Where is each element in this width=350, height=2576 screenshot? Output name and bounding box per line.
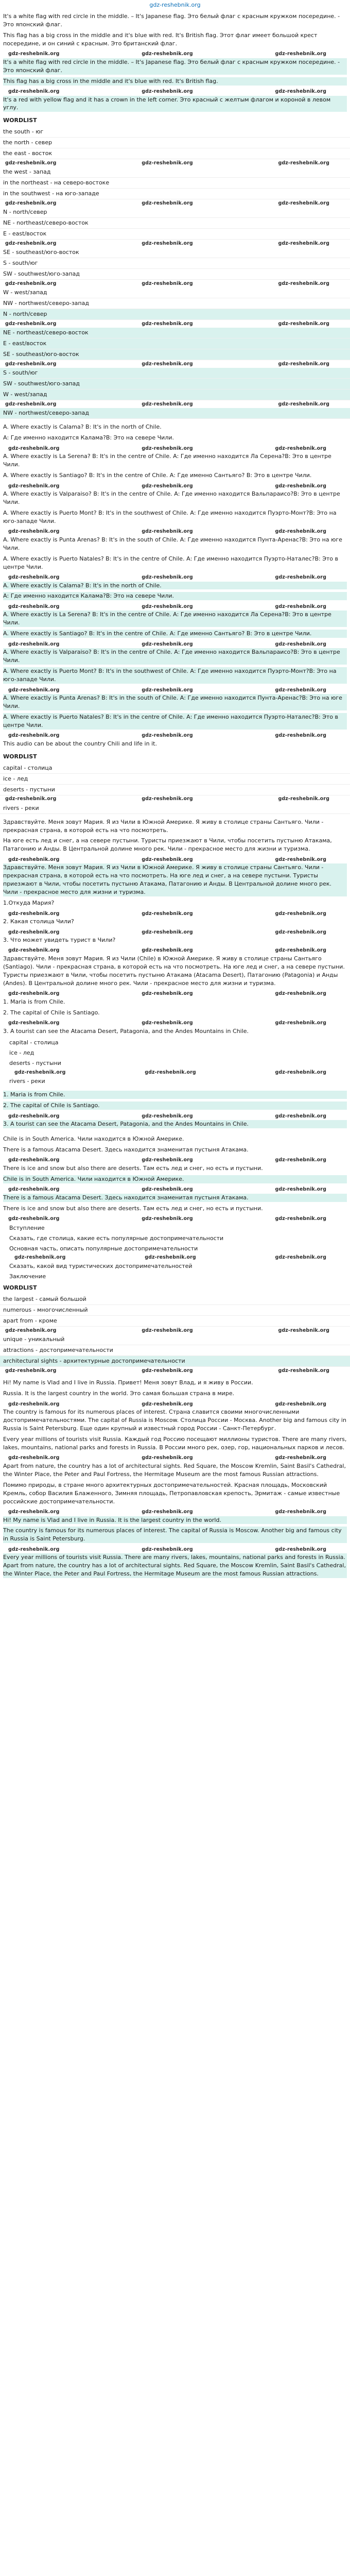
- wordlist-item: the largest - самый большой: [0, 1294, 350, 1305]
- watermark-row: [3, 928, 347, 936]
- watermark-text: gdz-reshebnik.org: [142, 1367, 193, 1374]
- watermark-text: gdz-reshebnik.org: [275, 1216, 326, 1222]
- watermark-row: [0, 320, 350, 328]
- watermark-text: gdz-reshebnik.org: [142, 603, 193, 609]
- watermark-row: [3, 910, 347, 918]
- watermark-text: gdz-reshebnik.org: [278, 240, 329, 246]
- wordlist-item: NW - northwest/северо-запад: [0, 408, 350, 419]
- watermark-row: [3, 88, 347, 96]
- watermark-text: gdz-reshebnik.org: [145, 1069, 196, 1075]
- watermark-row: [3, 1020, 347, 1027]
- watermark-text: gdz-reshebnik.org: [142, 89, 193, 95]
- watermark-text: gdz-reshebnik.org: [142, 51, 193, 57]
- answer-line: 1. Maria is from Chile.: [3, 998, 65, 1005]
- watermark-text: gdz-reshebnik.org: [142, 1327, 193, 1333]
- watermark-text: gdz-reshebnik.org: [278, 1367, 329, 1374]
- watermark-text: gdz-reshebnik.org: [14, 1069, 66, 1075]
- fact-line: There is a famous Atacama Desert. Здесь находится знаменитая пустыня Атакама.: [3, 1146, 249, 1153]
- watermark-text: gdz-reshebnik.org: [5, 240, 57, 246]
- wordlist-item: E - east/восток: [0, 338, 350, 349]
- russia-paragraph: Помимо природы, в стране много архитектурных достопримечательностей. Красная площадь, Московский Кремль, собор Василия Блаженного, Зимняя площадь, Петропавловская крепость, Эрмитаж - самые известные российские достопримечательности.: [3, 1481, 340, 1505]
- wordlist-item: architectural sights - архитектурные достопримечательности: [0, 1356, 350, 1367]
- watermark-text: gdz-reshebnik.org: [142, 929, 193, 935]
- watermark-text: gdz-reshebnik.org: [8, 574, 60, 581]
- plan-item: Вступление: [9, 1224, 45, 1231]
- wordlist-item: unique - уникальный: [0, 1334, 350, 1345]
- watermark-text: gdz-reshebnik.org: [275, 1113, 326, 1119]
- watermark-row: [3, 1454, 347, 1462]
- wordlist-item: in the northeast - на северо-востоке: [0, 178, 350, 189]
- wordlist-item: SW - southwest/юго-запад: [0, 269, 350, 280]
- watermark-text: gdz-reshebnik.org: [142, 910, 193, 917]
- watermark-row: [9, 1253, 347, 1261]
- intro-paragraph: It's a white flag with red circle in the middle. – It's Japanese flag. Это белый флаг с красным кружком посередине. - Это японский флаг.: [3, 12, 340, 28]
- watermark-text: gdz-reshebnik.org: [142, 641, 193, 647]
- watermark-text: gdz-reshebnik.org: [278, 796, 329, 802]
- watermark-text: gdz-reshebnik.org: [145, 1255, 196, 1261]
- watermark-text: gdz-reshebnik.org: [275, 574, 326, 581]
- qa-line: A. Where exactly is Calama? B: It's in the north of Chile.: [3, 423, 162, 431]
- russia-paragraph: The country is famous for its numerous places of interest. The capital of Russia is Moscow. Another big and famous city in Russia is Saint Petersburg.: [3, 1527, 347, 1543]
- wordlist-label-2: WORDLIST: [3, 753, 37, 760]
- watermark-row: [3, 1157, 347, 1164]
- watermark-row: [0, 795, 350, 803]
- option-item: ice - лед: [9, 1049, 34, 1057]
- watermark-row: [3, 1400, 347, 1408]
- fact-line: There is ice and snow but also there are deserts. Там есть лед и снег, но есть и пустыни.: [3, 1164, 263, 1172]
- watermark-text: gdz-reshebnik.org: [8, 1509, 60, 1515]
- qa-line: A. Where exactly is La Serena? B: It's in the centre of Chile. А: Где именно находится Ла Серена?В: Это в центре Чили.: [3, 611, 347, 627]
- watermark-row: [3, 603, 347, 611]
- watermark-text: gdz-reshebnik.org: [142, 1113, 193, 1119]
- watermark-text: gdz-reshebnik.org: [5, 401, 57, 407]
- watermark-text: gdz-reshebnik.org: [142, 320, 193, 327]
- russia-paragraph: Russia. It is the largest country in the world. Это самая большая страна в мире.: [3, 1390, 235, 1397]
- qa-line: A. Where exactly is Valparaiso? B: It's in the centre of Chile. А: Где именно находится Вальпараисо?В: Это в центре Чили.: [3, 648, 347, 665]
- option-item: capital - столица: [9, 1039, 59, 1046]
- watermark-row: [3, 856, 347, 863]
- wordlist-item: E - east/восток: [0, 229, 350, 240]
- wordlist-1: [0, 127, 350, 419]
- question-line: Здравствуйте. Меня зовут Мария. Я из Чили (Chile) в Южной Америке. Я живу в столице страны Сантьяго (Santiago). Чили - прекрасная страна, в которой есть на что посмотреть. На юге лед и снег, а на севере пустыни. Туристы приезжают в Чили, чтобы посетить пустыню Атакама (Atacama Desert), Патагонию (Patagonia) и Анды (Andes). В Центральной долине много рек. Чили - прекрасное место для жизни и туризма.: [3, 955, 345, 987]
- watermark-text: gdz-reshebnik.org: [8, 1401, 60, 1407]
- watermark-text: gdz-reshebnik.org: [275, 733, 326, 739]
- watermark-text: gdz-reshebnik.org: [8, 991, 60, 997]
- fact-line: There is a famous Atacama Desert. Здесь находится знаменитая пустыня Атакама.: [3, 1194, 347, 1202]
- wordlist-item: W - west/запад: [0, 287, 350, 298]
- option-item: rivers - реки: [9, 1078, 45, 1085]
- watermark-text: gdz-reshebnik.org: [8, 641, 60, 647]
- site-url-link[interactable]: gdz-reshebnik.org: [149, 2, 201, 8]
- qa-line: A. Where exactly is Puerto Mont? B: It's in the southwest of Chile. А: Где именно находится Пуэрто-Монт?В: Это на юго-западе Чили.: [3, 509, 337, 524]
- watermark-text: gdz-reshebnik.org: [142, 280, 193, 286]
- watermark-text: gdz-reshebnik.org: [275, 1401, 326, 1407]
- watermark-text: gdz-reshebnik.org: [8, 89, 60, 95]
- watermark-text: gdz-reshebnik.org: [142, 200, 193, 206]
- watermark-text: gdz-reshebnik.org: [275, 947, 326, 954]
- watermark-text: gdz-reshebnik.org: [5, 200, 57, 206]
- question-line: 3. Что может увидеть турист в Чили?: [3, 936, 116, 943]
- qa-line: A. Where exactly is Calama? B: It's in the north of Chile.: [3, 582, 347, 590]
- watermark-text: gdz-reshebnik.org: [275, 1020, 326, 1026]
- watermark-row: [0, 159, 350, 167]
- watermark-text: gdz-reshebnik.org: [142, 1401, 193, 1407]
- watermark-text: gdz-reshebnik.org: [275, 910, 326, 917]
- qa-line: A. Where exactly is Puerto Natales? B: It's in the centre of Chile. А: Где именно находится Пуэрто-Наталес?В: Это в центре Чили.: [3, 713, 347, 730]
- watermark-row: [3, 990, 347, 998]
- watermark-text: gdz-reshebnik.org: [142, 1455, 193, 1461]
- intro-paragraph: This flag has a big cross in the middle and it's blue with red. It's British flag.: [3, 77, 347, 86]
- wordlist-3: [0, 1294, 350, 1375]
- watermark-text: gdz-reshebnik.org: [14, 1255, 66, 1261]
- qa-line: А: Где именно находится Калама?В: Это на севере Чили.: [3, 592, 347, 600]
- answer-line: 2. The capital of Chile is Santiago.: [3, 1009, 100, 1016]
- watermark-text: gdz-reshebnik.org: [5, 796, 57, 802]
- watermark-row: [0, 240, 350, 247]
- watermark-text: gdz-reshebnik.org: [142, 483, 193, 489]
- watermark-text: gdz-reshebnik.org: [8, 1546, 60, 1552]
- options-list-1: [0, 1038, 350, 1087]
- wordlist-item: W - west/запад: [0, 389, 350, 400]
- wordlist-item: in the southwest - на юго-западе: [0, 189, 350, 199]
- watermark-row: [3, 445, 347, 452]
- wordlist-item: ice - лед: [0, 774, 350, 785]
- watermark-row: [3, 574, 347, 582]
- answers-block-1: [0, 998, 350, 1036]
- plan-item: Сказать, где столица, какие есть популярные достопримечательности: [9, 1234, 224, 1242]
- watermark-row: [0, 280, 350, 287]
- watermark-text: gdz-reshebnik.org: [142, 1546, 193, 1552]
- watermark-text: gdz-reshebnik.org: [5, 160, 57, 166]
- watermark-text: gdz-reshebnik.org: [275, 856, 326, 862]
- watermark-row: [3, 1112, 347, 1120]
- site-header: [0, 0, 350, 12]
- watermark-text: gdz-reshebnik.org: [275, 529, 326, 535]
- watermark-text: gdz-reshebnik.org: [275, 1069, 326, 1075]
- chile-text-paragraph: Здравствуйте. Меня зовут Мария. Я из Чили в Южной Америке. Я живу в столице страны Сантьяго. Чили - прекрасная страна, в которой есть на что посмотреть. На юге лед и снег, а на севере пустыни. Туристы приезжают в Чили, чтобы посетить пустыню Атакама, Патагонию и Анды. В Центральной долине много рек. Чили - прекрасное место для жизни и туризма.: [3, 863, 347, 896]
- wordlist-item: the north - север: [0, 138, 350, 148]
- watermark-text: gdz-reshebnik.org: [275, 51, 326, 57]
- chile-text-paragraph: На юге есть лед и снег, а на севере пустыни. Туристы приезжают в Чили, чтобы посетить пустыню Атакама, Патагонию и Анды. В Центральной долине много рек. Чили - прекрасное место для жизни и туризма.: [3, 837, 332, 853]
- watermark-text: gdz-reshebnik.org: [8, 1020, 60, 1026]
- watermark-text: gdz-reshebnik.org: [275, 89, 326, 95]
- watermark-text: gdz-reshebnik.org: [8, 603, 60, 609]
- watermark-text: gdz-reshebnik.org: [275, 1187, 326, 1193]
- watermark-text: gdz-reshebnik.org: [142, 991, 193, 997]
- wordlist-item: SE - southeast/юго-восток: [0, 247, 350, 258]
- answer-line: 3. A tourist can see the Atacama Desert, Patagonia, and the Andes Mountains in Chile.: [3, 1027, 249, 1035]
- watermark-row: [0, 360, 350, 368]
- watermark-text: gdz-reshebnik.org: [8, 1113, 60, 1119]
- wordlist-item: N - north/север: [0, 207, 350, 218]
- answer-line-highlight: 1. Maria is from Chile.: [3, 1091, 347, 1099]
- watermark-row: [3, 640, 347, 648]
- watermark-text: gdz-reshebnik.org: [142, 1509, 193, 1515]
- watermark-text: gdz-reshebnik.org: [8, 529, 60, 535]
- chile-text-block: [0, 818, 350, 897]
- option-item: deserts - пустыни: [9, 1060, 61, 1067]
- watermark-text: gdz-reshebnik.org: [8, 1455, 60, 1461]
- audio-intro-text: This audio can be about the country Chili and life in it.: [3, 740, 157, 747]
- wordlist-item: the east - восток: [0, 148, 350, 159]
- wordlist-label-3: WORDLIST: [3, 1284, 37, 1292]
- watermark-text: gdz-reshebnik.org: [8, 910, 60, 917]
- watermark-row: [0, 400, 350, 408]
- wordlist-label-1: WORDLIST: [3, 117, 37, 124]
- watermark-row: [3, 50, 347, 58]
- plan-item: Основная часть, описать популярные достопримечательности: [9, 1245, 198, 1252]
- watermark-text: gdz-reshebnik.org: [142, 1187, 193, 1193]
- wordlist-item: NW - northwest/северо-запад: [0, 298, 350, 309]
- watermark-text: gdz-reshebnik.org: [5, 280, 57, 286]
- watermark-text: gdz-reshebnik.org: [8, 687, 60, 693]
- watermark-text: gdz-reshebnik.org: [142, 1216, 193, 1222]
- watermark-text: gdz-reshebnik.org: [8, 733, 60, 739]
- plan-item: Сказать, какой вид туристических достопримечательностей: [9, 1263, 192, 1270]
- watermark-text: gdz-reshebnik.org: [8, 1216, 60, 1222]
- russia-plan-list: [0, 1223, 350, 1282]
- watermark-row: [3, 1509, 347, 1516]
- russia-paragraph: Hi! My name is Vlad and I live in Russia. Привет! Меня зовут Влад, и я живу в России.: [3, 1379, 253, 1386]
- watermark-text: gdz-reshebnik.org: [278, 361, 329, 367]
- intro-block: [0, 12, 350, 112]
- russia-paragraph: Every year millions of tourists visit Russia. Каждый год Россию посещают миллионы туристов. There are many rivers, lakes, mountains, national parks and forests in Russia. В России много рек, озер, гор, национальных парков и лесов.: [3, 1435, 347, 1451]
- watermark-text: gdz-reshebnik.org: [278, 280, 329, 286]
- watermark-row: [3, 947, 347, 955]
- question-line: 2. Какая столица Чили?: [3, 918, 74, 925]
- qa-line: A. Where exactly is Puerto Natales? B: It's in the centre of Chile. А: Где именно находится Пуэрто-Наталес?В: Это в центре Чили.: [3, 555, 338, 570]
- wordlist-item: NE - northeast/северо-восток: [0, 218, 350, 229]
- qa-line: A. Where exactly is Santiago? B: It's in the centre of Chile. А: Где именно Сантьяго? В: Это в центре Чили.: [3, 472, 312, 479]
- watermark-row: [0, 1327, 350, 1334]
- watermark-text: gdz-reshebnik.org: [275, 1546, 326, 1552]
- watermark-text: gdz-reshebnik.org: [142, 687, 193, 693]
- watermark-text: gdz-reshebnik.org: [278, 200, 329, 206]
- watermark-row: [9, 1069, 347, 1076]
- chile-facts-block: [0, 1135, 350, 1223]
- fact-line: Chile is in South America. Чили находится в Южной Америке.: [3, 1175, 347, 1183]
- watermark-row: [3, 1546, 347, 1553]
- watermark-row: [3, 686, 347, 694]
- qa-line: А: Где именно находится Калама?В: Это на севере Чили.: [3, 434, 174, 442]
- plan-item: Заключение: [9, 1273, 46, 1280]
- watermark-text: gdz-reshebnik.org: [142, 401, 193, 407]
- watermark-text: gdz-reshebnik.org: [275, 483, 326, 489]
- qa-line: A. Where exactly is La Serena? B: It's in the centre of Chile. А: Где именно находится Ла Серена?В: Это в центре Чили.: [3, 453, 331, 468]
- watermark-text: gdz-reshebnik.org: [275, 1157, 326, 1163]
- watermark-text: gdz-reshebnik.org: [275, 1455, 326, 1461]
- watermark-text: gdz-reshebnik.org: [275, 687, 326, 693]
- qa-line: A. Where exactly is Valparaiso? B: It's in the centre of Chile. А: Где именно находится Вальпараисо?В: Это в центре Чили.: [3, 490, 340, 505]
- watermark-text: gdz-reshebnik.org: [8, 483, 60, 489]
- watermark-text: gdz-reshebnik.org: [142, 856, 193, 862]
- watermark-text: gdz-reshebnik.org: [5, 1327, 57, 1333]
- qa-line: A. Where exactly is Punta Arenas? B: It's in the south of Chile. А: Где именно находится Пунта-Аренас?В: Это на юге Чили.: [3, 694, 347, 710]
- watermark-text: gdz-reshebnik.org: [142, 361, 193, 367]
- watermark-text: gdz-reshebnik.org: [142, 240, 193, 246]
- russia-paragraph: Hi! My name is Vlad and I live in Russia. It is the largest country in the world.: [3, 1516, 347, 1524]
- answer-line-highlight: 2. The capital of Chile is Santiago.: [3, 1101, 347, 1110]
- chile-text-paragraph: Здравствуйте. Меня зовут Мария. Я из Чили в Южной Америке. Я живу в столице страны Сантьяго. Чили - прекрасная страна, в которой есть на что посмотреть.: [3, 818, 324, 834]
- wordlist-item: the west - запад: [0, 167, 350, 178]
- watermark-text: gdz-reshebnik.org: [275, 641, 326, 647]
- watermark-text: gdz-reshebnik.org: [142, 160, 193, 166]
- fact-line: Chile is in South America. Чили находится в Южной Америке.: [3, 1136, 184, 1142]
- intro-paragraph: It's a red with yellow flag and it has a crown in the left corner. Это красный с желтым флагом и короной в левом углу.: [3, 96, 347, 112]
- audio-intro: [0, 740, 350, 748]
- watermark-text: gdz-reshebnik.org: [142, 574, 193, 581]
- questions-block: [0, 899, 350, 998]
- russia-paragraph: Apart from nature, the country has a lot of architectural sights. Red Square, the Moscow Kremlin, Saint Basil's Cathedral, the Winter Place, the Peter and Paul Fortress, the Hermitage Museum are the most famous Russian attractions.: [3, 1462, 346, 1478]
- russia-paragraph: Every year millions of tourists visit Russia. There are many rivers, lakes, mountains, national parks and forests in Russia. Apart from nature, the country has a lot of architectural sights. Red Square, the Moscow Kremlin, Saint Basil's Cathedral, the Winter Place, the Peter and Paul Fortress, the Hermitage Museum are the most famous Russian attractions.: [3, 1553, 347, 1578]
- watermark-text: gdz-reshebnik.org: [8, 947, 60, 954]
- watermark-row: [3, 1215, 347, 1223]
- wordlist-item: attractions - достопримечательности: [0, 1345, 350, 1356]
- watermark-text: gdz-reshebnik.org: [275, 603, 326, 609]
- watermark-text: gdz-reshebnik.org: [8, 1157, 60, 1163]
- watermark-text: gdz-reshebnik.org: [275, 1255, 326, 1261]
- wordlist-item: N - north/север: [0, 309, 350, 320]
- watermark-text: gdz-reshebnik.org: [142, 947, 193, 954]
- watermark-text: gdz-reshebnik.org: [275, 991, 326, 997]
- wordlist-2: [0, 763, 350, 814]
- watermark-text: gdz-reshebnik.org: [275, 929, 326, 935]
- watermark-text: gdz-reshebnik.org: [5, 361, 57, 367]
- wordlist-item: S - south/юг: [0, 258, 350, 269]
- watermark-row: [3, 482, 347, 490]
- watermark-text: gdz-reshebnik.org: [142, 445, 193, 451]
- watermark-text: gdz-reshebnik.org: [275, 1509, 326, 1515]
- wordlist-item: capital - столица: [0, 763, 350, 774]
- watermark-row: [3, 528, 347, 536]
- watermark-text: gdz-reshebnik.org: [142, 733, 193, 739]
- wordlist-item: S - south/юг: [0, 368, 350, 379]
- wordlist-item: deserts - пустыни: [0, 785, 350, 795]
- intro-paragraph: It's a white flag with red circle in the middle. – It's Japanese flag. Это белый флаг с красным кружком посередине. - Это японский флаг.: [3, 58, 347, 75]
- question-line: 1.Откуда Мария?: [3, 900, 55, 907]
- watermark-text: gdz-reshebnik.org: [8, 856, 60, 862]
- qa-line: A. Where exactly is Santiago? B: It's in the centre of Chile. А: Где именно Сантьяго? В: Это в центре Чили.: [3, 630, 347, 638]
- watermark-text: gdz-reshebnik.org: [5, 1367, 57, 1374]
- watermark-text: gdz-reshebnik.org: [278, 160, 329, 166]
- watermark-row: [3, 732, 347, 740]
- watermark-text: gdz-reshebnik.org: [8, 929, 60, 935]
- wordlist-item: NE - northeast/северо-восток: [0, 328, 350, 338]
- watermark-text: gdz-reshebnik.org: [278, 1327, 329, 1333]
- watermark-row: [0, 199, 350, 207]
- watermark-text: gdz-reshebnik.org: [142, 1020, 193, 1026]
- qa-line: A. Where exactly is Puerto Mont? B: It's in the southwest of Chile. А: Где именно находится Пуэрто-Монт?В: Это на юго-западе Чили.: [3, 667, 347, 684]
- answer-line-highlight: 3. A tourist can see the Atacama Desert, Patagonia, and the Andes Mountains in Chile.: [3, 1120, 347, 1128]
- watermark-text: gdz-reshebnik.org: [142, 529, 193, 535]
- wordlist-item: the south - юг: [0, 127, 350, 138]
- watermark-text: gdz-reshebnik.org: [142, 796, 193, 802]
- watermark-row: [0, 1367, 350, 1375]
- qa-line: A. Where exactly is Punta Arenas? B: It's in the south of Chile. А: Где именно находится Пунта-Аренас?В: Это на юге Чили.: [3, 536, 342, 551]
- watermark-text: gdz-reshebnik.org: [8, 1187, 60, 1193]
- russia-paragraph: The country is famous for its numerous places of interest. Страна славится своими многочисленными достопримечательностями. The capital of Russia is Moscow. Столица России - Москва. Another big and famous city in Russia is Saint Petersburg. Еще один крупный и известный город России - Санкт-Петербург.: [3, 1409, 346, 1432]
- watermark-text: gdz-reshebnik.org: [278, 320, 329, 327]
- intro-paragraph: This flag has a big cross in the middle and it's blue with red. It's British flag. Этот флаг имеет большой крест посередине, и он синий с красным. Это британский флаг.: [3, 31, 318, 47]
- wordlist-item: SE - southeast/юго-восток: [0, 349, 350, 360]
- watermark-text: gdz-reshebnik.org: [142, 1157, 193, 1163]
- wordlist-item: rivers - реки: [0, 803, 350, 814]
- watermark-row: [3, 1186, 347, 1194]
- russia-text-block: [0, 1379, 350, 1578]
- fact-line: There is ice and snow but also there are deserts. Там есть лед и снег, но есть и пустыни.: [3, 1205, 263, 1212]
- watermark-text: gdz-reshebnik.org: [8, 51, 60, 57]
- wordlist-item: SW - southwest/юго-запад: [0, 379, 350, 389]
- watermark-text: gdz-reshebnik.org: [8, 445, 60, 451]
- answers-block-2: [0, 1091, 350, 1128]
- watermark-text: gdz-reshebnik.org: [5, 320, 57, 327]
- chile-qa-block: [0, 423, 350, 739]
- watermark-text: gdz-reshebnik.org: [275, 445, 326, 451]
- wordlist-item: apart from - кроме: [0, 1316, 350, 1327]
- wordlist-item: numerous - многочисленный: [0, 1305, 350, 1316]
- watermark-text: gdz-reshebnik.org: [278, 401, 329, 407]
